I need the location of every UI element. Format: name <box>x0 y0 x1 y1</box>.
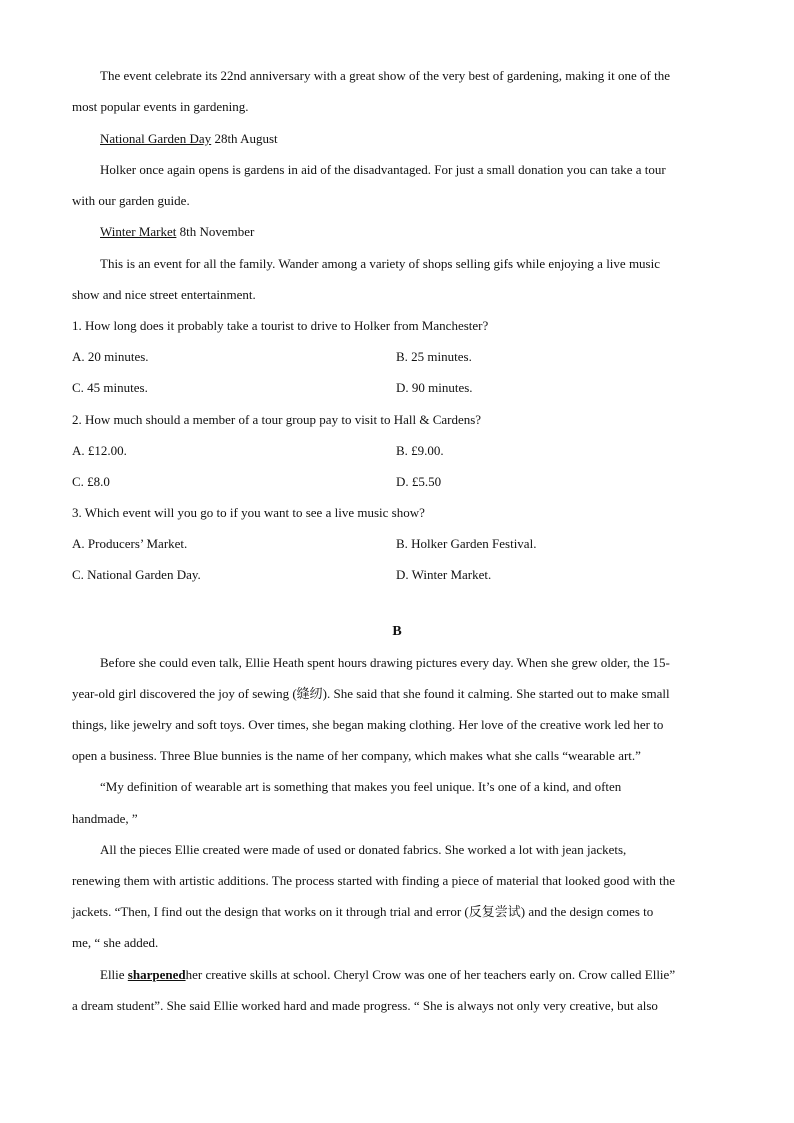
paragraph-line: year-old girl discovered the joy of sewing (缝纫). She said that she found it calming. She started out to make small <box>72 686 670 701</box>
text-run: her creative skills at school. Cheryl Crow was one of her teachers early on. Crow called Ellie” <box>185 967 676 982</box>
event-heading-winter <box>100 224 254 240</box>
paragraph-line: jackets. “Then, I find out the design that works on it through trial and error (反复尝试) and the design comes to <box>72 904 654 919</box>
paragraph-line: All the pieces Ellie created were made of used or donated fabrics. She worked a lot with jean jackets, <box>100 842 627 857</box>
event-date: 28th August <box>211 131 278 146</box>
option-d: D. 90 minutes. <box>396 380 473 395</box>
paragraph-line: things, like jewelry and soft toys. Over times, she began making clothing. Her love of the creative work led her to <box>72 717 664 732</box>
question-stem: 2. How much should a member of a tour group pay to visit to Hall & Cardens? <box>72 412 482 427</box>
paragraph-line: with our garden guide. <box>72 193 190 208</box>
option-a: A. Producers’ Market. <box>72 536 188 551</box>
option-c: C. 45 minutes. <box>72 380 148 395</box>
paragraph-line: a dream student”. She said Ellie worked hard and made progress. “ She is always not only very creative, but also <box>72 998 658 1013</box>
section-heading: B <box>392 624 402 639</box>
paragraph-line: “My definition of wearable art is something that makes you feel unique. It’s one of a kind, and often <box>100 779 622 794</box>
highlighted-word: sharpened <box>127 967 186 982</box>
event-name: National Garden Day <box>100 131 212 146</box>
option-d: D. Winter Market. <box>396 567 492 582</box>
paragraph-line: handmade, ” <box>72 811 138 826</box>
option-c: C. £8.0 <box>72 474 110 489</box>
option-b: B. 25 minutes. <box>396 349 472 364</box>
paragraph-line <box>100 967 675 983</box>
option-d: D. £5.50 <box>396 474 442 489</box>
paragraph-line: most popular events in gardening. <box>72 99 249 114</box>
paragraph-line: show and nice street entertainment. <box>72 287 256 302</box>
question-stem: 3. Which event will you go to if you want to see a live music show? <box>72 505 425 520</box>
paragraph-line: The event celebrate its 22nd anniversary with a great show of the very best of gardening, making it one of the <box>100 68 671 83</box>
paragraph-line: This is an event for all the family. Wander among a variety of shops selling gifs while enjoying a live music <box>100 256 660 271</box>
option-b: B. £9.00. <box>396 443 444 458</box>
text-run: Ellie <box>100 967 128 982</box>
paragraph-line: open a business. Three Blue bunnies is the name of her company, which makes what she calls “wearable art.” <box>72 748 641 763</box>
event-heading-national <box>100 131 278 147</box>
option-a: A. 20 minutes. <box>72 349 149 364</box>
option-c: C. National Garden Day. <box>72 567 201 582</box>
question-stem: 1. How long does it probably take a tourist to drive to Holker from Manchester? <box>72 318 489 333</box>
event-name: Winter Market <box>100 224 177 239</box>
paragraph-line: renewing them with artistic additions. The process started with finding a piece of material that looked good with the <box>72 873 676 888</box>
paragraph-line: Before she could even talk, Ellie Heath spent hours drawing pictures every day. When she grew older, the 15- <box>100 655 670 670</box>
event-date: 8th November <box>176 224 255 239</box>
paragraph-line: Holker once again opens is gardens in aid of the disadvantaged. For just a small donation you can take a tour <box>100 162 666 177</box>
option-a: A. £12.00. <box>72 443 127 458</box>
option-b: B. Holker Garden Festival. <box>396 536 537 551</box>
paragraph-line: me, “ she added. <box>72 935 159 950</box>
